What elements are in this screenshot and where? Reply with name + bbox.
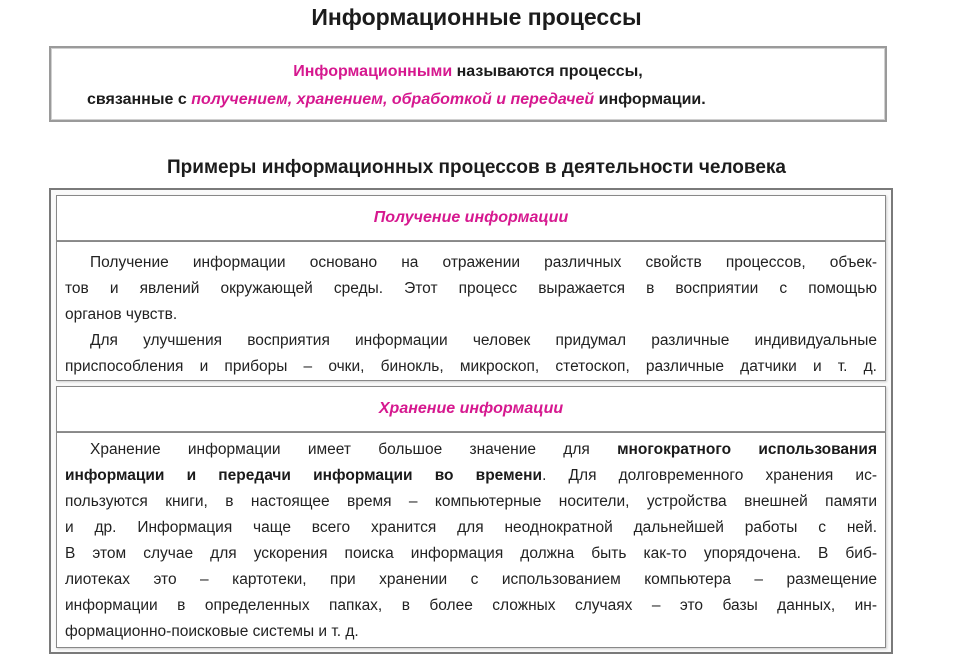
text-line (65, 463, 877, 489)
storage-line-2-text: . Для долговременного хранения ис- (542, 467, 878, 484)
definition-term: Информационными (293, 63, 453, 80)
storage-line-1-text: Хранение информации имеет большое значение для (90, 441, 618, 458)
definition-line-1-rest: называются процессы, (452, 63, 643, 80)
definition-box (49, 46, 887, 122)
text-line: и др. Информация чаще всего хранится для неоднократной дальнейшей работы с ней. (65, 519, 877, 536)
section-heading-storage: Хранение информации (56, 386, 886, 432)
paragraph-storage (65, 437, 877, 645)
text-line: Получение информации основано на отражении различных свойств процессов, объек- (90, 254, 877, 271)
definition-process-list: получением, хранением, обработкой и передачей (191, 91, 595, 108)
text-line: Для улучшения восприятия информации человек придумал различные индивидуальные (90, 332, 877, 349)
section-body-storage (56, 432, 886, 648)
storage-emphasis-2: информации и передачи информации во времени (65, 467, 543, 484)
definition-line-2 (87, 91, 706, 109)
page-title: Информационные процессы (311, 4, 642, 30)
examples-title: Примеры информационных процессов в деятельности человека (167, 157, 786, 178)
definition-line-1 (51, 63, 885, 81)
section-body-receiving (56, 241, 886, 381)
paragraph-receiving (65, 250, 877, 380)
text-line: В этом случае для ускорения поиска информация должна быть как-то упорядочена. В биб- (65, 545, 877, 562)
text-line: органов чувств. (65, 306, 178, 323)
text-line: лиотеках это – картотеки, при хранении с использованием компьютера – размещение (65, 571, 877, 588)
text-line: пользуются книги, в настоящее время – компьютерные носители, устройства внешней памяти (65, 493, 877, 510)
examples-box (49, 188, 893, 654)
section-heading-receiving: Получение информации (56, 195, 886, 241)
definition-line-2-start: связанные с (87, 91, 192, 108)
text-line: тов и явлений окружающей среды. Этот процесс выражается в восприятии с помощью (65, 280, 877, 297)
text-line: информации в определенных папках, в более сложных случаях – это базы данных, ин- (65, 597, 877, 614)
text-line (65, 437, 877, 463)
text-line: приспособления и приборы – очки, бинокль, микроскоп, стетоскоп, различные датчики и т. д. (65, 358, 877, 375)
storage-emphasis-1: многократного использования (617, 441, 877, 458)
text-line: формационно-поисковые системы и т. д. (65, 623, 359, 640)
definition-line-2-end: информации. (594, 91, 706, 108)
